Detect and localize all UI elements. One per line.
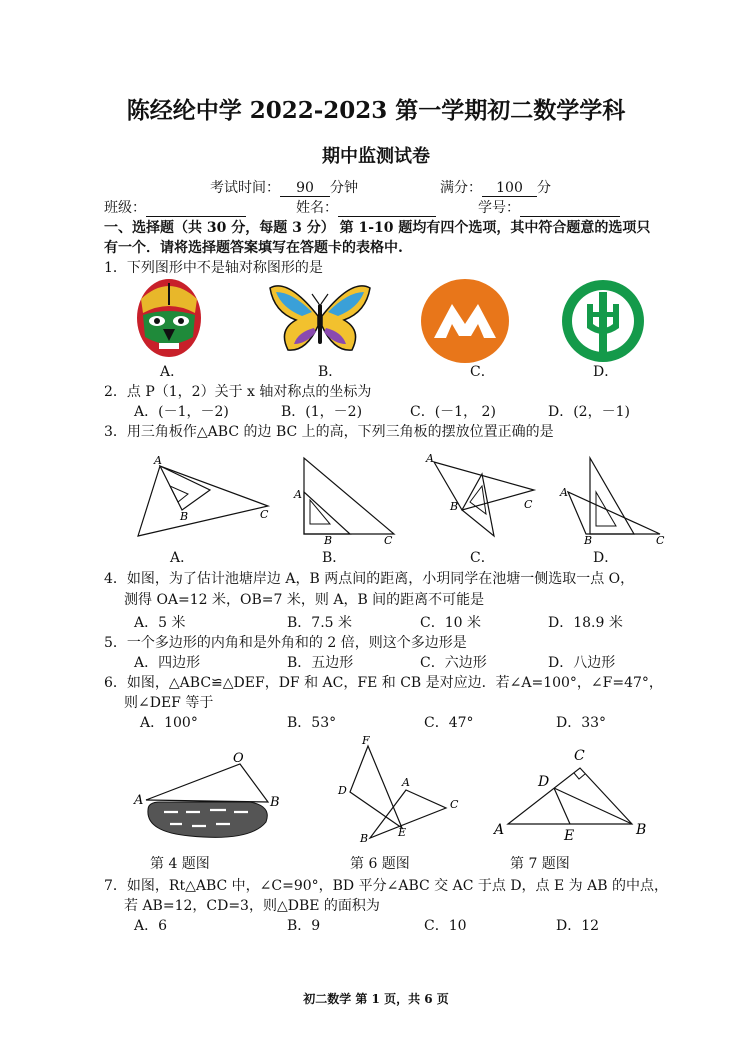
score-label: 满分：: [440, 180, 482, 196]
name-field: [296, 197, 436, 217]
q3c-label-a: A: [426, 452, 434, 465]
q2-option-c: C．(－1， 2): [410, 404, 496, 420]
q1-option-a: A．: [160, 364, 185, 380]
fig6-label-b: B: [360, 832, 369, 844]
q2-option-b: B．(1，－2): [281, 404, 363, 420]
mountain-logo-image: [420, 278, 510, 364]
q6-option-d: D．33°: [556, 715, 607, 731]
butterfly-image: [268, 282, 372, 358]
q4-line1: 4．如图，为了估计池塘岸边 A，B 两点间的距离，小玥同学在池塘一侧选取一点 O，: [104, 571, 635, 587]
q5-option-d: D．八边形: [548, 655, 616, 671]
fig6-label-f: F: [362, 734, 370, 747]
q3-figure-c: [422, 450, 542, 546]
time-label: 考试时间：: [210, 180, 280, 196]
class-field: [104, 197, 246, 217]
fig4-label-a: A: [134, 793, 144, 808]
q3d-label-c: C: [656, 534, 665, 546]
q3-option-c: C．: [470, 550, 495, 566]
q5-stem: 5．一个多边形的内角和是外角和的 2 倍，则这个多边形是: [104, 635, 467, 651]
q3-figure-d: [556, 452, 668, 546]
fig6-label-c: C: [450, 798, 459, 811]
q3c-label-c: C: [524, 498, 533, 511]
q3b-label-c: C: [384, 534, 393, 546]
q3-stem: 3．用三角板作△ABC 的边 BC 上的高，下列三角板的摆放位置正确的是: [104, 424, 554, 440]
q3-option-a: A．: [170, 550, 195, 566]
q6-figure: [330, 734, 465, 844]
q7-option-d: D．12: [556, 918, 600, 934]
q2-option-a: A．(－1，－2): [134, 404, 229, 420]
fig4-label-b: B: [270, 795, 280, 810]
q7-option-c: C．10: [424, 918, 467, 934]
q6-line2: 则∠DEF 等于: [124, 695, 214, 711]
fig6-label-e: E: [398, 826, 407, 839]
q7-line1: 7．如图，Rt△ABC 中，∠C=90°，BD 平分∠ABC 交 AC 于点 D，点 E 为 AB 的中点，: [104, 878, 668, 894]
page-footer: 初二数学 第 1 页，共 6 页: [303, 992, 449, 1006]
q7-line2: 若 AB=12，CD=3，则△DBE 的面积为: [124, 898, 380, 914]
fig7-label-e: E: [564, 828, 575, 844]
q3-figure-a: [130, 450, 275, 546]
q4-option-b: B．7.5 米: [287, 615, 353, 631]
q6-line1: 6．如图，△ABC≌△DEF，DF 和 AC，FE 和 CB 是对应边．若∠A=100°，∠F=47°，: [104, 675, 663, 691]
q4-option-d: D．18.9 米: [548, 615, 623, 631]
name-blank: [338, 200, 436, 217]
q7-option-a: A．6: [134, 918, 168, 934]
fig7-label-a: A: [494, 822, 505, 838]
q1-stem: 1．下列图形中不是轴对称图形的是: [104, 260, 323, 276]
q4-option-c: C．10 米: [420, 615, 481, 631]
fig7-label-d: D: [538, 774, 550, 790]
q7-figure: [490, 744, 652, 844]
q2-stem: 2．点 P（1，2）关于 x 轴对称点的坐标为: [104, 384, 372, 400]
score-value: 100: [482, 180, 537, 197]
exam-title: 陈经纶中学 2022-2023 第一学期初二数学学科: [126, 97, 626, 124]
q3b-label-b: B: [324, 534, 333, 546]
fig7-caption: 第 7 题图: [510, 856, 570, 872]
q3-figure-b: [290, 452, 400, 546]
fig6-label-a: A: [402, 776, 410, 789]
fig6-caption: 第 6 题图: [350, 856, 410, 872]
section1-line1: 一、选择题（共 30 分，每题 3 分） 第 1-10 题均有四个选项，其中符合题意的选项只: [104, 220, 651, 236]
q1-option-d: D．: [593, 364, 619, 380]
q4-line2: 测得 OA=12 米，OB=7 米，则 A，B 间的距离不可能是: [124, 592, 485, 608]
q6-option-b: B．53°: [287, 715, 337, 731]
q3a-label-b: B: [180, 510, 189, 523]
exam-time-row: [210, 177, 358, 197]
time-value: 90: [280, 180, 330, 197]
class-blank: [146, 200, 246, 217]
q6-option-c: C．47°: [424, 715, 474, 731]
q3-option-d: D．: [593, 550, 619, 566]
section1-line2: 有一个．请将选择题答案填写在答题卡的表格中.: [104, 240, 403, 256]
opera-mask-image: [133, 277, 205, 359]
fig7-label-c: C: [574, 748, 585, 764]
score-unit: 分: [537, 180, 551, 196]
bank-logo-image: [560, 278, 646, 364]
q2-option-d: D．(2，－1): [548, 404, 630, 420]
q1-option-b: B．: [318, 364, 343, 380]
score-row: [440, 177, 551, 197]
q3c-label-b: B: [450, 500, 459, 513]
q4-option-a: A．5 米: [134, 615, 186, 631]
q5-option-a: A．四边形: [134, 655, 201, 671]
id-label: 学号：: [478, 200, 520, 216]
q3d-label-a: A: [560, 486, 568, 499]
q3d-label-b: B: [584, 534, 593, 546]
class-label: 班级：: [104, 200, 146, 216]
q6-option-a: A．100°: [140, 715, 198, 731]
id-field: [478, 197, 620, 217]
q3b-label-a: A: [294, 488, 302, 501]
time-unit: 分钟: [330, 180, 358, 196]
fig4-label-o: O: [233, 751, 244, 766]
q3a-label-a: A: [154, 454, 162, 467]
fig7-label-b: B: [636, 822, 647, 838]
q5-option-b: B．五边形: [287, 655, 354, 671]
exam-subtitle: 期中监测试卷: [322, 146, 430, 167]
q3a-label-c: C: [260, 508, 269, 521]
q4-figure: [130, 748, 290, 844]
q3-option-b: B．: [322, 550, 347, 566]
q5-option-c: C．六边形: [420, 655, 487, 671]
fig4-caption: 第 4 题图: [150, 856, 210, 872]
name-label: 姓名：: [296, 200, 338, 216]
q7-option-b: B．9: [287, 918, 321, 934]
id-blank: [520, 200, 620, 217]
fig6-label-d: D: [338, 784, 347, 797]
q1-option-c: C．: [470, 364, 495, 380]
